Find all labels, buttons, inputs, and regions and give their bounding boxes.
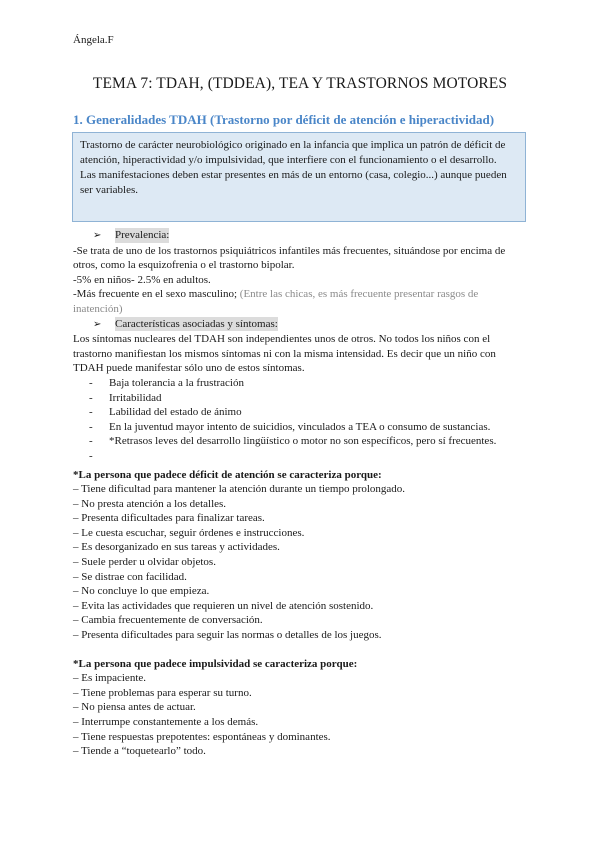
deficit-item: – No presta atención a los detalles. (73, 497, 227, 510)
impulsividad-list (73, 671, 528, 759)
page-title: TEMA 7: TDAH, (TDDEA), TEA Y TRASTORNOS MOTORES (92, 75, 508, 92)
prevalencia-section (73, 228, 528, 759)
deficit-item: – Evita las actividades que requieren un nivel de atención sostenido. (73, 599, 374, 612)
caracteristicas-item (73, 405, 528, 420)
prevalencia-sex-note (73, 287, 528, 316)
impulsividad-item: – No piensa antes de actuar. (73, 701, 196, 714)
caracteristicas-item-text: Irritabilidad (109, 391, 162, 404)
caracteristicas-item-text: Baja tolerancia a la frustración (109, 376, 244, 389)
arrow-bullet-icon: ➢ (93, 230, 102, 241)
prevalencia-inattention-note: (Entre las chicas, es más frecuente presentar rasgos de inatención) (73, 288, 479, 315)
deficit-item: – Es desorganizado en sus tareas y actividades. (73, 541, 280, 554)
author-name: Ángela.F (73, 34, 114, 46)
dash-bullet: - (89, 449, 93, 462)
caracteristicas-intro: Los síntomas nucleares del TDAH son independientes unos de otros. No todos los niños con el trastorno manifiestan los mismos síntomas ni con la misma intensidad. Es decir que un niño con TDAH puede manifestar sólo uno de estos síntomas. (73, 333, 496, 375)
deficit-item: – Tiene dificultad para mantener la atención durante un tiempo prolongado. (73, 483, 406, 496)
callout-manifestations: Las manifestaciones deben estar presentes en más de un entorno (casa, colegio...) aunque pueden ser variables. (80, 169, 507, 196)
impulsividad-item: – Interrumpe constantemente a los demás. (73, 716, 259, 728)
dash-bullet: - (89, 391, 93, 404)
impulsividad-item: – Tiene problemas para esperar su turno. (73, 686, 252, 699)
caracteristicas-heading-label: Características asociadas y síntomas: (115, 317, 278, 330)
caracteristicas-item-text: *Retrasos leves del desarrollo lingüístico o motor no son específicos, pero sí frecuentes. (109, 435, 497, 448)
deficit-item: – Cambia frecuentemente de conversación. (73, 614, 263, 627)
prevalencia-paragraph: -Se trata de uno de los trastornos psiquiátricos infantiles más frecuentes, situándose por encima de otros, como la esquizofrenia o el trastorno bipolar. (73, 244, 506, 272)
caracteristicas-list (73, 376, 528, 464)
deficit-item: – No concluye lo que empieza. (73, 585, 210, 598)
deficit-item: – Se distrae con facilidad. (73, 570, 187, 583)
deficit-list (73, 482, 528, 643)
impulsividad-item: – Tiende a “toquetearlo” todo. (73, 745, 206, 758)
caracteristicas-item (73, 434, 528, 449)
caracteristicas-item (73, 376, 528, 391)
prevalencia-percentages: -5% en niños- 2.5% en adultos. (73, 273, 211, 286)
prevalencia-heading (73, 228, 528, 244)
deficit-heading: *La persona que padece déficit de atención se caracteriza porque: (73, 468, 382, 481)
impulsividad-item: – Tiene respuestas prepotentes: espontáneas y dominantes. (73, 730, 331, 743)
caracteristicas-item (73, 420, 528, 435)
caracteristicas-item-text: En la juventud mayor intento de suicidios, vinculados a TEA o consumo de sustancias. (109, 420, 491, 433)
arrow-bullet-icon: ➢ (93, 318, 102, 330)
caracteristicas-item (73, 391, 528, 406)
callout-definition: Trastorno de carácter neurobiológico originado en la infancia que implica un patrón de déficit de atención, hiperactividad y/o impulsividad, que interfiere con el funcionamiento o el desarrollo. (80, 139, 506, 166)
section-heading-generalidades: 1. Generalidades TDAH (Trastorno por déficit de atención e hiperactividad) (73, 112, 495, 127)
deficit-item: – Presenta dificultades para finalizar tareas. (73, 512, 265, 525)
caracteristicas-item-text (109, 449, 528, 464)
impulsividad-item: – Es impaciente. (73, 672, 147, 685)
definition-callout-text (80, 138, 520, 198)
dash-bullet: - (89, 376, 93, 389)
dash-bullet: - (89, 420, 93, 433)
dash-bullet: - (89, 435, 93, 448)
deficit-item: – Suele perder u olvidar objetos. (73, 556, 216, 569)
caracteristicas-item-text: Labilidad del estado de ánimo (109, 406, 242, 419)
caracteristicas-item (73, 449, 528, 464)
impulsividad-heading: *La persona que padece impulsividad se caracteriza porque: (73, 657, 358, 670)
prevalencia-sex-text: -Más frecuente en el sexo masculino; (73, 288, 240, 301)
caracteristicas-heading (73, 317, 528, 333)
dash-bullet: - (89, 406, 93, 419)
prevalencia-heading-label: Prevalencia: (115, 229, 170, 241)
deficit-item: – Presenta dificultades para seguir las normas o detalles de los juegos. (73, 629, 382, 642)
deficit-item: – Le cuesta escuchar, seguir órdenes e instrucciones. (73, 526, 305, 539)
